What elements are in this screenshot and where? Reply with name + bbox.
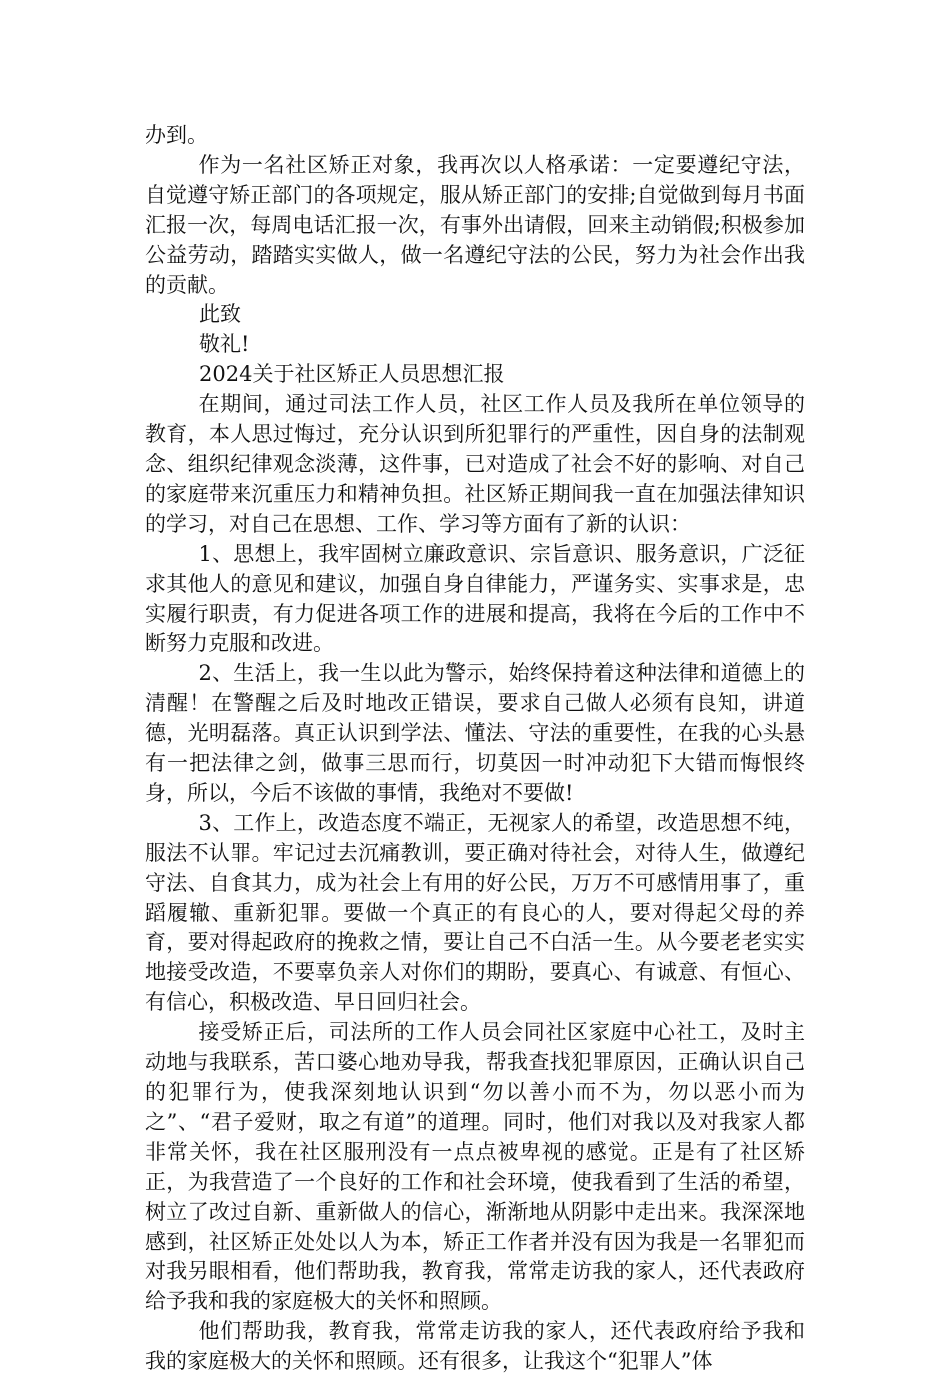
paragraph-pledge: 作为一名社区矫正对象，我再次以人格承诺：一定要遵纪守法，自觉遵守矫正部门的各项规定，服从矫正部门的安排;自觉做到每月书面汇报一次，每周电话汇报一次，有事外出请假，回来主动销假;积极参加公益劳动，踏踏实实做人，做一名遵纪守法的公民，努力为社会作出我的贡献。	[145, 152, 805, 297]
closing-respect: 敬礼!	[199, 332, 250, 357]
document-page	[145, 121, 805, 1377]
paragraph-continuation: 办到。	[145, 123, 208, 147]
paragraph-point-1: 1、思想上，我牢固树立廉政意识、宗旨意识、服务意识，广泛征求其他人的意见和建议，加强自身自律能力，严谨务实、实事求是，忠实履行职责，有力促进各项工作的进展和提高，我将在今后的工作中不断努力克服和改进。	[145, 541, 805, 656]
paragraph-help: 他们帮助我，教育我，常常走访我的家人，还代表政府给予我和我的家庭极大的关怀和照顾。还有很多，让我这个“犯罪人”体	[145, 1319, 805, 1374]
paragraph-point-2: 2、生活上，我一生以此为警示，始终保持着这种法律和道德上的清醒！在警醒之后及时地改正错误，要求自己做人必须有良知，讲道德，光明磊落。真正认识到学法、懂法、守法的重要性，在我的心头悬有一把法律之剑，做事三思而行，切莫因一时冲动犯下大错而悔恨终身，所以，今后不该做的事情，我绝对不要做!	[145, 661, 805, 805]
paragraph-intro: 在期间，通过司法工作人员，社区工作人员及我所在单位领导的教育，本人思过悔过，充分认识到所犯罪行的严重性，因自身的法制观念、组织纪律观念淡薄，这件事，已对造成了社会不好的影响、对自己的家庭带来沉重压力和精神负担。社区矫正期间我一直在加强法律知识的学习，对自己在思想、工作、学习等方面有了新的认识：	[145, 392, 805, 536]
section-title: 2024关于社区矫正人员思想汇报	[199, 362, 505, 387]
paragraph-point-3: 3、工作上，改造态度不端正，无视家人的希望，改造思想不纯，服法不认罪。牢记过去沉痛教训，要正确对待社会，对待人生，做遵纪守法、自食其力，成为社会上有用的好公民，万万不可感情用事了，重蹈履辙、重新犯罪。要做一个真正的有良心的人，要对得起父母的养育，要对得起政府的挽救之情，要让自己不白活一生。从今要老老实实地接受改造，不要辜负亲人对你们的期盼，要真心、有诚意、有恒心、有信心，积极改造、早日回归社会。	[145, 810, 805, 1015]
closing-salutation: 此致	[199, 302, 241, 327]
paragraph-correction: 接受矫正后，司法所的工作人员会同社区家庭中心社工，及时主动地与我联系，苦口婆心地劝导我，帮我查找犯罪原因，正确认识自己的犯罪行为，使我深刻地认识到“勿以善小而不为，勿以恶小而为之”、“君子爱财，取之有道”的道理。同时，他们对我以及对我家人都非常关怀，我在社区服刑没有一点点被卑视的感觉。正是有了社区矫正，为我营造了一个良好的工作和社会环境，使我看到了生活的希望，树立了改过自新、重新做人的信心，渐渐地从阴影中走出来。我深深地感到，社区矫正处处以人为本，矫正工作者并没有因为我是一名罪犯而对我另眼相看，他们帮助我，教育我，常常走访我的家人，还代表政府给予我和我的家庭极大的关怀和照顾。	[145, 1020, 805, 1314]
